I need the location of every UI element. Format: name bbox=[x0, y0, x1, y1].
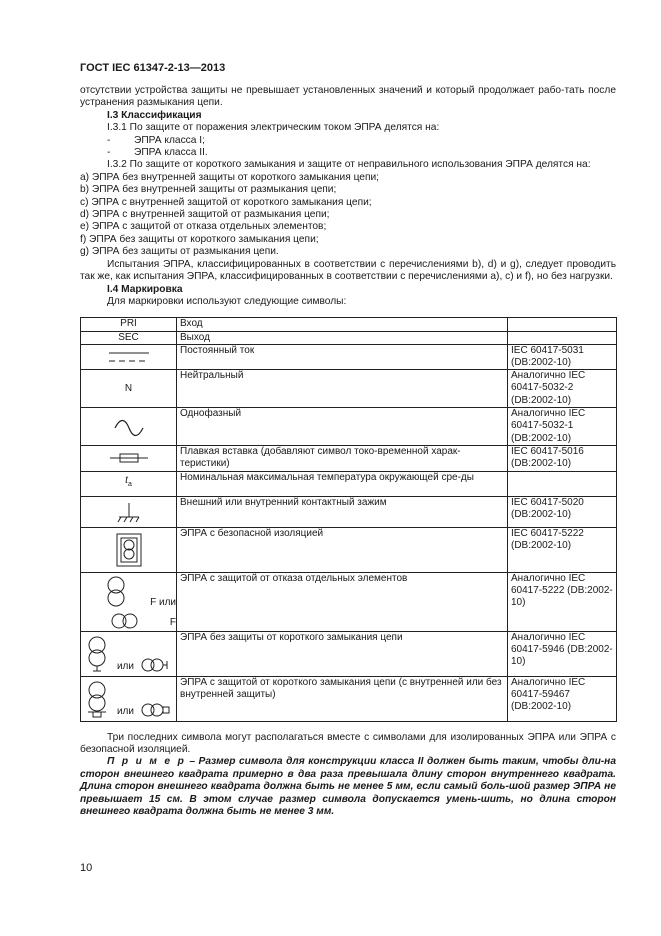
symbol-cell: PRI bbox=[81, 318, 177, 331]
terminal-ground-icon bbox=[109, 499, 149, 525]
symbol-cell bbox=[81, 344, 177, 369]
list-item: a) ЭПРА без внутренней защиты от короткого замыкания цепи; bbox=[80, 171, 380, 183]
clause-i3-1: I.3.1 По защите от поражения электрическим током ЭПРА делятся на: bbox=[107, 122, 440, 134]
fuse-icon bbox=[104, 451, 154, 465]
table-row bbox=[81, 318, 617, 331]
symbol-cell bbox=[81, 446, 177, 471]
non-short-circuit-proof-icon bbox=[85, 634, 109, 674]
list-item: g) ЭПРА без защиты от размыкания цепи. bbox=[80, 246, 279, 258]
page-number: 10 bbox=[80, 862, 93, 874]
description-cell: ЭПРА с защитой от короткого замыкания цепи (с внутренней или без внутренней защиты) bbox=[177, 676, 508, 721]
clause-i3-2: I.3.2 По защите от короткого замыкания и защите от неправильного использования ЭПРА делятся на: bbox=[107, 159, 591, 171]
transformer-fail-safe-alt-icon bbox=[110, 612, 140, 630]
description-cell: Плавкая вставка (добавляют символ токо-временной харак-теристики) bbox=[177, 446, 508, 471]
transformer-fail-safe-icon bbox=[105, 574, 127, 610]
description-cell: Выход bbox=[177, 331, 508, 344]
symbols-intro: Для маркировки используют следующие символы: bbox=[107, 295, 347, 307]
symbol-cell bbox=[81, 527, 177, 572]
symbol-cell: SEC bbox=[81, 331, 177, 344]
reference-cell: Аналогично IEC 60417-5032-2 (DB:2002-10) bbox=[508, 370, 617, 408]
description-cell: Вход bbox=[177, 318, 508, 331]
direct-current-icon bbox=[99, 347, 159, 367]
single-phase-icon bbox=[109, 415, 149, 439]
symbol-cell: N bbox=[81, 370, 177, 408]
section-i3-title: I.3 Классификация bbox=[107, 109, 202, 121]
table-row bbox=[81, 572, 617, 631]
symbol-cell bbox=[81, 408, 177, 446]
short-circuit-proof-icon bbox=[85, 679, 109, 719]
symbol-cell: $t_a$ bbox=[81, 471, 177, 496]
intro-paragraph: отсутствии устройства защиты не превышает установленных значений и который продолжает рабо-тать после устранения размыкания цепи. bbox=[80, 85, 616, 109]
symbol-cell bbox=[81, 496, 177, 527]
ambient-temp-symbol: t bbox=[125, 475, 128, 487]
reference-cell bbox=[508, 318, 617, 331]
short-circuit-proof-alt-icon bbox=[141, 701, 171, 719]
list-item: f) ЭПРА без защиты от короткого замыкания цепи; bbox=[80, 233, 319, 245]
description-cell: ЭПРА без защиты от короткого замыкания цепи bbox=[177, 631, 508, 676]
symbols-table bbox=[80, 317, 617, 721]
table-row bbox=[81, 370, 617, 408]
description-cell: ЭПРА с безопасной изоляцией bbox=[177, 527, 508, 572]
reference-cell: IEC 60417-5031 (DB:2002-10) bbox=[508, 344, 617, 369]
reference-cell: Аналогично IEC 60417-5222 (DB:2002-10) bbox=[508, 572, 617, 631]
symbol-cell: или bbox=[81, 676, 177, 721]
safety-isolating-icon bbox=[112, 531, 146, 569]
after-table-paragraph: Три последних символа могут располагаться вместе с символами для изолированных ЭПРА или ЭПРА с безопасной изоляцией. bbox=[80, 731, 616, 755]
reference-cell: IEC 60417-5222 (DB:2002-10) bbox=[508, 527, 617, 572]
description-cell: Однофазный bbox=[177, 408, 508, 446]
table-row bbox=[81, 344, 617, 369]
non-short-circuit-proof-alt-icon bbox=[141, 656, 171, 674]
testing-paragraph: Испытания ЭПРА, классифицированных в соответствии с перечислениями b), d) и g), следует проводить так же, как испытания ЭПРА, классифицированных в соответствии с перечислениями a), c) и f), но без нагрузки. bbox=[80, 258, 616, 283]
description-cell: Постоянный ток bbox=[177, 344, 508, 369]
list-item: d) ЭПРА с внутренней защитой от размыкания цепи; bbox=[80, 209, 330, 221]
list-item: b) ЭПРА без внутренней защиты от размыкания цепи; bbox=[80, 184, 337, 196]
description-cell: Внешний или внутренний контактный зажим bbox=[177, 496, 508, 527]
symbol-cell: или bbox=[81, 631, 177, 676]
class-item: - ЭПРА класса II. bbox=[107, 147, 208, 159]
reference-cell bbox=[508, 331, 617, 344]
reference-cell: Аналогично IEC 60417-5946 (DB:2002-10) bbox=[508, 631, 617, 676]
list-item: c) ЭПРА с внутренней защитой от короткого замыкания цепи; bbox=[80, 196, 372, 208]
table-row bbox=[81, 496, 617, 527]
reference-cell: IEC 60417-5020 (DB:2002-10) bbox=[508, 496, 617, 527]
example-note: П р и м е р – Размер символа для конструкции класса II должен быть таким, чтобы дли-на сторон внешнего квадрата примерно в два раза превышала длину сторон внутреннего квадрата. Длина сторон внешнего квадрата должна быть не менее 5 мм, если самый боль-шой размер ЭПРА не превышает 15 см. В этом случае размер символа допускается умень-шить, но длина сторон внешнего квадрата должна быть не менее 3 мм. bbox=[80, 756, 616, 817]
reference-cell: Аналогично IEC 60417-59467 (DB:2002-10) bbox=[508, 676, 617, 721]
class-item: - ЭПРА класса I; bbox=[107, 134, 205, 146]
description-cell: Номинальная максимальная температура окружающей сре-ды bbox=[177, 471, 508, 496]
description-cell: Нейтральный bbox=[177, 370, 508, 408]
document-page bbox=[80, 62, 616, 818]
symbol-cell: F или F bbox=[81, 572, 177, 631]
table-row bbox=[81, 446, 617, 471]
table-row bbox=[81, 471, 617, 496]
section-i4-title: I.4 Маркировка bbox=[107, 283, 183, 295]
table-row bbox=[81, 676, 617, 721]
description-cell: ЭПРА с защитой от отказа отдельных элементов bbox=[177, 572, 508, 631]
reference-cell bbox=[508, 471, 617, 496]
table-row bbox=[81, 527, 617, 572]
reference-cell: Аналогично IEC 60417-5032-1 (DB:2002-10) bbox=[508, 408, 617, 446]
reference-cell: IEC 60417-5016 (DB:2002-10) bbox=[508, 446, 617, 471]
doc-header: ГОСТ IEC 61347-2-13—2013 bbox=[80, 62, 226, 74]
list-item: e) ЭПРА с защитой от отказа отдельных элементов; bbox=[80, 221, 327, 233]
table-row bbox=[81, 408, 617, 446]
table-row bbox=[81, 631, 617, 676]
table-row bbox=[81, 331, 617, 344]
